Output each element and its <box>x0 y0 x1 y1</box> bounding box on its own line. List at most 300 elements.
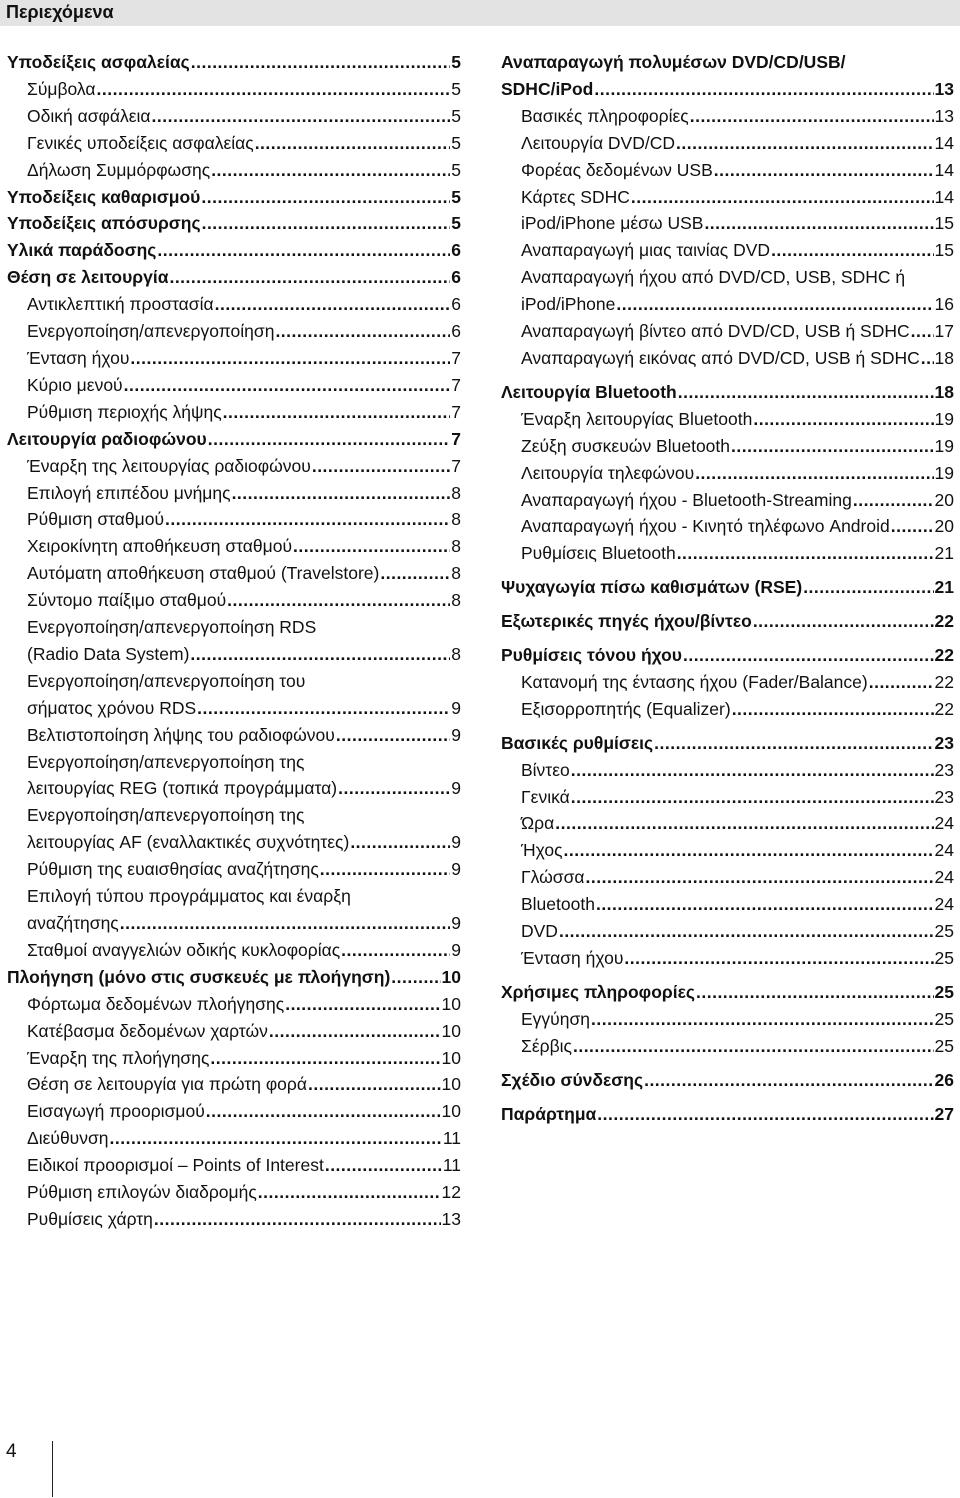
toc-page-number: 21 <box>934 543 954 564</box>
toc-page-number: 7 <box>451 455 461 476</box>
toc-entry-title: Επιλογή επιπέδου μνήμης <box>27 482 231 503</box>
toc-entry-title: Ρύθμιση επιλογών διαδρομής <box>27 1182 257 1203</box>
toc-entry-title: Γενικά <box>521 786 570 807</box>
toc-page-number: 25 <box>934 948 954 968</box>
dot-leader <box>325 1152 442 1179</box>
toc-subsection-entry[interactable] <box>7 318 461 345</box>
toc-subsection-entry[interactable] <box>501 157 954 184</box>
dot-leader <box>676 130 934 157</box>
dot-leader <box>921 345 934 372</box>
dot-leader <box>731 433 934 460</box>
toc-subsection-entry[interactable] <box>501 837 954 864</box>
dot-leader <box>211 157 450 184</box>
toc-page-number: 10 <box>441 1047 461 1068</box>
toc-page-number: 8 <box>451 590 461 611</box>
toc-page-number: 14 <box>934 132 954 153</box>
toc-page-number: 24 <box>934 867 954 888</box>
toc-page-number: 12 <box>441 1182 461 1203</box>
toc-entry-title: Βελτιστοποίηση λήψης του ραδιοφώνου <box>27 724 335 745</box>
toc-page-number: 8 <box>451 482 461 503</box>
toc-page-number: 24 <box>934 813 954 834</box>
toc-section-entry[interactable] <box>7 964 461 991</box>
dot-leader <box>911 318 934 345</box>
toc-entry-title: Ρυθμίσεις χάρτη <box>27 1208 153 1229</box>
toc-page-number: 25 <box>934 1035 954 1056</box>
toc-entry-title: Ρύθμιση σταθμού <box>27 509 165 530</box>
toc-entry-title: Έναρξη λειτουργίας Bluetooth <box>521 408 753 429</box>
page-header <box>0 0 960 26</box>
dot-leader <box>597 1101 933 1128</box>
toc-page-number: 19 <box>934 435 954 456</box>
dot-leader <box>683 642 934 669</box>
toc-subsection-entry[interactable] <box>7 1206 461 1233</box>
dot-leader <box>130 345 450 372</box>
toc-subsection-entry[interactable] <box>501 103 954 130</box>
dot-leader <box>559 918 934 945</box>
toc-subsection-entry[interactable] <box>501 433 954 460</box>
toc-entry-title: Ειδικοί προορισμοί – Points of Interest <box>27 1155 324 1176</box>
toc-page-number: 9 <box>451 859 461 880</box>
toc-page-number: 19 <box>934 408 954 429</box>
toc-page-number: 22 <box>934 611 954 632</box>
footer-divider <box>52 1441 53 1497</box>
dot-leader <box>275 318 450 345</box>
toc-entry-title: σήματος χρόνου RDS <box>27 697 197 718</box>
toc-entry-title: Λειτουργία DVD/CD <box>521 132 676 153</box>
toc-subsection-entry[interactable] <box>7 883 461 937</box>
toc-subsection-entry[interactable] <box>7 291 461 318</box>
toc-subsection-entry[interactable] <box>7 1125 461 1152</box>
toc-page-number: 13 <box>441 1208 461 1229</box>
dot-leader <box>201 184 450 211</box>
toc-page-number: 7 <box>451 401 461 422</box>
toc-page-number: 18 <box>934 347 954 368</box>
toc-page-number: 9 <box>451 724 461 745</box>
toc-right-column <box>501 49 954 1127</box>
dot-leader <box>391 964 440 991</box>
toc-entry-title: Πλοήγηση (μόνο στις συσκευές με πλοήγηση) <box>7 966 391 987</box>
toc-subsection-entry[interactable] <box>7 937 461 964</box>
toc-subsection-entry[interactable] <box>7 802 461 856</box>
dot-leader <box>312 453 450 480</box>
toc-page-number: 8 <box>451 643 461 664</box>
toc-section-entry[interactable] <box>501 1067 954 1094</box>
dot-leader <box>165 506 450 533</box>
page-title: Περιεχόμενα <box>6 2 114 22</box>
toc-subsection-entry[interactable] <box>7 1152 461 1179</box>
toc-section-entry[interactable] <box>501 574 954 601</box>
toc-entry-title: Αναπαραγωγή μιας ταινίας DVD <box>521 240 771 261</box>
dot-leader <box>753 406 933 433</box>
toc-page-number: 20 <box>934 516 954 537</box>
toc-page-number: 22 <box>934 698 954 719</box>
toc-page-number: 6 <box>451 240 461 261</box>
dot-leader <box>704 210 933 237</box>
toc-page-number: 14 <box>934 159 954 180</box>
toc-page-number: 27 <box>934 1103 954 1124</box>
dot-leader <box>293 533 450 560</box>
toc-page-number: 25 <box>934 921 954 942</box>
dot-leader <box>169 264 450 291</box>
toc-entry-title: Λειτουργία ραδιοφώνου <box>7 428 207 449</box>
toc-subsection-entry[interactable] <box>7 1045 461 1072</box>
dot-leader <box>269 1018 441 1045</box>
toc-entry-title: Σύμβολα <box>27 78 96 99</box>
dot-leader <box>285 991 440 1018</box>
toc-page-number: 5 <box>451 186 461 207</box>
toc-subsection-entry[interactable] <box>501 210 954 237</box>
toc-subsection-entry[interactable] <box>501 810 954 837</box>
dot-leader <box>564 837 934 864</box>
dot-leader <box>157 237 450 264</box>
toc-entry-title: Λειτουργία τηλεφώνου <box>521 462 695 483</box>
toc-entry-title: iPod/iPhone <box>521 294 616 315</box>
toc-entry-title: αναζήτησης <box>27 913 119 933</box>
dot-leader <box>714 157 934 184</box>
dot-leader <box>197 695 450 722</box>
toc-entry-title: SDHC/iPod <box>501 78 594 99</box>
dot-leader <box>555 810 933 837</box>
toc-section-entry[interactable] <box>7 49 461 76</box>
dot-leader <box>380 560 450 587</box>
toc-page-number: 6 <box>451 294 461 315</box>
toc-subsection-entry[interactable] <box>501 540 954 567</box>
dot-leader <box>891 513 934 540</box>
toc-entry-title: Ρύθμιση της ευαισθησίας αναζήτησης <box>27 859 319 880</box>
toc-page-number: 13 <box>934 78 954 99</box>
toc-entry-title: Γλώσσα <box>521 867 585 888</box>
toc-section-entry[interactable] <box>501 642 954 669</box>
toc-section-entry[interactable] <box>501 608 954 635</box>
dot-leader <box>202 210 451 237</box>
dot-leader <box>594 76 933 103</box>
toc-subsection-entry[interactable] <box>7 103 461 130</box>
toc-page-number: 24 <box>934 840 954 861</box>
toc-page-number: 14 <box>934 186 954 207</box>
dot-leader <box>803 574 933 601</box>
toc-entry-title: Αυτόματη αποθήκευση σταθμού (Travelstore) <box>27 563 380 584</box>
toc-entry-title: Σχέδιο σύνδεσης <box>501 1069 644 1090</box>
toc-entry-title: Δήλωση Συμμόρφωσης <box>27 159 211 180</box>
toc-page-number: 9 <box>451 832 461 853</box>
toc-page-number: 7 <box>451 374 461 395</box>
toc-page-number: 7 <box>451 428 461 449</box>
toc-entry-title: Ένταση ήχου <box>521 948 624 968</box>
toc-entry-title: Ήχος <box>521 840 563 861</box>
toc-subsection-entry[interactable] <box>501 669 954 696</box>
toc-entry-title: Βασικές πληροφορίες <box>521 105 689 126</box>
toc-subsection-entry[interactable] <box>7 991 461 1018</box>
dot-leader <box>206 1098 441 1125</box>
toc-entry-title-line: Ενεργοποίηση/απενεργοποίηση της <box>27 751 305 772</box>
toc-subsection-entry[interactable] <box>501 487 954 514</box>
toc-subsection-entry[interactable] <box>501 696 954 723</box>
toc-section-entry[interactable] <box>7 184 461 211</box>
toc-page-number: 9 <box>451 939 461 960</box>
toc-page-number: 5 <box>451 52 461 72</box>
toc-subsection-entry[interactable] <box>7 157 461 184</box>
dot-leader <box>215 291 451 318</box>
toc-subsection-entry[interactable] <box>7 533 461 560</box>
toc-section-entry[interactable] <box>7 210 461 237</box>
toc-entry-title: Αναπαραγωγή ήχου - Κινητό τηλέφωνο Android <box>521 516 890 537</box>
toc-entry-title: Χειροκίνητη αποθήκευση σταθμού <box>27 536 293 557</box>
dot-leader <box>753 608 934 635</box>
toc-subsection-entry[interactable] <box>7 560 461 587</box>
toc-entry-title: Εξωτερικές πηγές ήχου/βίντεο <box>501 611 752 632</box>
toc-entry-title: Παράρτημα <box>501 1103 597 1124</box>
toc-subsection-entry[interactable] <box>7 722 461 749</box>
dot-leader <box>586 864 934 891</box>
toc-subsection-entry[interactable] <box>7 345 461 372</box>
toc-page-number: 20 <box>934 489 954 510</box>
toc-section-entry[interactable] <box>7 426 461 453</box>
toc-page-number: 18 <box>934 381 954 402</box>
toc-entry-title-line: Ενεργοποίηση/απενεργοποίηση του <box>27 670 306 691</box>
toc-subsection-entry[interactable] <box>501 460 954 487</box>
toc-entry-title: Κατέβασμα δεδομένων χαρτών <box>27 1020 268 1041</box>
toc-entry-title: Εξισορροπητής (Equalizer) <box>521 698 731 719</box>
toc-subsection-entry[interactable] <box>7 1179 461 1206</box>
toc-page-number: 7 <box>451 347 461 368</box>
dot-leader <box>320 856 451 883</box>
toc-entry-title: Ρυθμίσεις Bluetooth <box>521 543 676 564</box>
toc-page-number: 11 <box>442 1155 461 1176</box>
toc-page-number: 5 <box>451 213 461 234</box>
dot-leader <box>616 291 933 318</box>
toc-page-number: 10 <box>441 1020 461 1041</box>
dot-leader <box>571 757 934 784</box>
toc-subsection-entry[interactable] <box>7 1071 461 1098</box>
toc-page-number: 11 <box>442 1128 461 1149</box>
toc-subsection-entry[interactable] <box>7 587 461 614</box>
dot-leader <box>853 487 934 514</box>
dot-leader <box>591 1006 934 1033</box>
dot-leader <box>677 540 934 567</box>
toc-subsection-entry[interactable] <box>7 856 461 883</box>
toc-page-number: 25 <box>934 981 954 1002</box>
toc-entry-title: Ενεργοποίηση/απενεργοποίηση <box>27 321 275 342</box>
dot-leader <box>338 775 450 802</box>
dot-leader <box>596 891 934 918</box>
toc-entry-title: Ρύθμιση περιοχής λήψης <box>27 401 222 422</box>
dot-leader <box>255 130 451 157</box>
dot-leader <box>258 1179 441 1206</box>
toc-page-number: 13 <box>934 105 954 126</box>
toc-page-number: 26 <box>934 1069 954 1090</box>
toc-subsection-entry[interactable] <box>7 506 461 533</box>
toc-entry-title: Κάρτες SDHC <box>521 186 630 207</box>
toc-subsection-entry[interactable] <box>501 264 954 318</box>
toc-section-entry[interactable] <box>501 49 954 103</box>
dot-leader <box>232 480 451 507</box>
toc-entry-title: Χρήσιμες πληροφορίες <box>501 981 695 1002</box>
toc-entry-title: Λειτουργία Bluetooth <box>501 381 677 402</box>
dot-leader <box>341 937 450 964</box>
toc-subsection-entry[interactable] <box>501 345 954 372</box>
toc-page-number: 10 <box>441 966 461 987</box>
toc-page-number: 22 <box>934 645 954 666</box>
toc-page-number: 10 <box>441 1074 461 1095</box>
toc-subsection-entry[interactable] <box>7 1098 461 1125</box>
toc-entry-title: Bluetooth <box>521 894 595 915</box>
toc-page-number: 23 <box>934 786 954 807</box>
dot-leader <box>695 460 933 487</box>
toc-subsection-entry[interactable] <box>501 784 954 811</box>
dot-leader <box>154 1206 441 1233</box>
toc-subsection-entry[interactable] <box>501 757 954 784</box>
toc-entry-title: Έναρξη της πλοήγησης <box>27 1047 210 1068</box>
toc-entry-title: Αντικλεπτική προστασία <box>27 294 214 315</box>
toc-section-entry[interactable] <box>501 1101 954 1128</box>
toc-entry-title: Φόρτωμα δεδομένων πλοήγησης <box>27 993 285 1014</box>
toc-entry-title: Φορέας δεδομένων USB <box>521 159 713 180</box>
toc-page-number: 23 <box>934 759 954 780</box>
dot-leader <box>152 103 451 130</box>
toc-subsection-entry[interactable] <box>7 76 461 103</box>
toc-section-entry[interactable] <box>501 979 954 1006</box>
toc-page-number: 5 <box>451 78 461 99</box>
toc-page-number: 25 <box>934 1008 954 1029</box>
toc-subsection-entry[interactable] <box>501 130 954 157</box>
toc-page-number: 8 <box>451 536 461 557</box>
toc-subsection-entry[interactable] <box>501 864 954 891</box>
toc-page-number: 5 <box>451 132 461 153</box>
toc-subsection-entry[interactable] <box>501 918 954 945</box>
toc-left-column <box>7 49 461 1233</box>
toc-entry-title-line: Επιλογή τύπου προγράμματος και έναρξη <box>27 886 351 907</box>
dot-leader <box>573 1033 934 1060</box>
toc-entry-title: Ένταση ήχου <box>27 347 130 368</box>
toc-subsection-entry[interactable] <box>7 399 461 426</box>
toc-subsection-entry[interactable] <box>501 1033 954 1060</box>
toc-entry-title: Γενικές υποδείξεις ασφαλείας <box>27 132 254 153</box>
toc-entry-title: Σέρβις <box>521 1035 572 1056</box>
toc-page-number: 5 <box>451 105 461 126</box>
toc-entry-title: (Radio Data System) <box>27 643 190 664</box>
dot-leader <box>678 379 934 406</box>
toc-entry-title: Ζεύξη συσκευών Bluetooth <box>521 435 731 456</box>
toc-page-number: 15 <box>934 240 954 261</box>
toc-subsection-entry[interactable] <box>501 891 954 918</box>
toc-entry-title: Θέση σε λειτουργία για πρώτη φορά <box>27 1074 307 1095</box>
toc-entry-title: λειτουργίας AF (εναλλακτικές συχνότητες) <box>27 832 350 853</box>
toc-subsection-entry[interactable] <box>501 945 954 972</box>
toc-entry-title: Βίντεο <box>521 759 570 780</box>
dot-leader <box>771 237 933 264</box>
toc-page-number: 8 <box>451 509 461 530</box>
toc-subsection-entry[interactable] <box>501 406 954 433</box>
toc-subsection-entry[interactable] <box>7 1018 461 1045</box>
toc-entry-title-line: Αναπαραγωγή πολυμέσων DVD/CD/USB/ <box>501 52 846 72</box>
toc-page-number: 24 <box>934 894 954 915</box>
toc-subsection-entry[interactable] <box>7 749 461 803</box>
toc-entry-title: Υλικά παράδοσης <box>7 240 157 261</box>
page-number: 4 <box>6 1441 17 1462</box>
toc-subsection-entry[interactable] <box>501 1006 954 1033</box>
toc-subsection-entry[interactable] <box>7 453 461 480</box>
dot-leader <box>654 730 933 757</box>
toc-page-number: 23 <box>934 732 954 753</box>
dot-leader <box>191 49 451 76</box>
toc-subsection-entry[interactable] <box>7 614 461 668</box>
toc-entry-title: Αναπαραγωγή εικόνας από DVD/CD, USB ή SDHC <box>521 347 920 368</box>
toc-section-entry[interactable] <box>7 264 461 291</box>
toc-section-entry[interactable] <box>501 379 954 406</box>
toc-entry-title: Οδική ασφάλεια <box>27 105 151 126</box>
toc-entry-title: Ρυθμίσεις τόνου ήχου <box>501 645 682 666</box>
toc-subsection-entry[interactable] <box>501 184 954 211</box>
dot-leader <box>732 696 934 723</box>
dot-leader <box>227 587 450 614</box>
toc-entry-title: Ψυχαγωγία πίσω καθισμάτων (RSE) <box>501 577 803 598</box>
dot-leader <box>644 1067 933 1094</box>
dot-leader <box>308 1071 441 1098</box>
dot-leader <box>190 641 450 668</box>
dot-leader <box>869 669 934 696</box>
toc-entry-title: λειτουργίας REG (τοπικά προγράμματα) <box>27 778 338 799</box>
toc-page-number: 6 <box>451 267 461 288</box>
toc-subsection-entry[interactable] <box>7 130 461 157</box>
toc-page-number: 9 <box>451 697 461 718</box>
toc-page-number: 16 <box>934 294 954 315</box>
dot-leader <box>124 372 451 399</box>
toc-subsection-entry[interactable] <box>7 668 461 722</box>
toc-section-entry[interactable] <box>501 730 954 757</box>
toc-page-number: 5 <box>451 159 461 180</box>
toc-page-number: 19 <box>934 462 954 483</box>
toc-entry-title: Αναπαραγωγή ήχου - Bluetooth-Streaming <box>521 489 852 510</box>
toc-subsection-entry[interactable] <box>7 480 461 507</box>
toc-page-number: 10 <box>441 993 461 1014</box>
dot-leader <box>631 184 934 211</box>
toc-page-number: 17 <box>934 321 954 342</box>
dot-leader <box>208 426 451 453</box>
dot-leader <box>350 829 450 856</box>
dot-leader <box>110 1125 442 1152</box>
toc-entry-title: Σταθμοί αναγγελιών οδικής κυκλοφορίας <box>27 939 341 960</box>
toc-entry-title: Υποδείξεις απόσυρσης <box>7 213 201 234</box>
toc-entry-title: Έναρξη της λειτουργίας ραδιοφώνου <box>27 455 311 476</box>
toc-page-number: 8 <box>451 563 461 584</box>
toc-section-entry[interactable] <box>7 237 461 264</box>
dot-leader <box>97 76 451 103</box>
dot-leader <box>223 399 451 426</box>
toc-subsection-entry[interactable] <box>501 318 954 345</box>
dot-leader <box>690 103 934 130</box>
toc-entry-title: Βασικές ρυθμίσεις <box>501 732 654 753</box>
dot-leader <box>571 784 934 811</box>
toc-entry-title-line: Ενεργοποίηση/απενεργοποίηση RDS <box>27 617 317 638</box>
toc-entry-title: Εγγύηση <box>521 1008 591 1029</box>
toc-page-number: 9 <box>451 913 461 933</box>
dot-leader <box>210 1045 440 1072</box>
dot-leader <box>696 979 934 1006</box>
toc-page-number: 15 <box>934 213 954 234</box>
dot-leader <box>120 910 451 937</box>
toc-entry-title: Κύριο μενού <box>27 374 123 395</box>
toc-entry-title: Σύντομο παίξιμο σταθμού <box>27 590 227 611</box>
toc-subsection-entry[interactable] <box>501 237 954 264</box>
toc-entry-title: Κατανομή της έντασης ήχου (Fader/Balance) <box>521 671 868 692</box>
toc-entry-title: Διεύθυνση <box>27 1128 109 1149</box>
toc-entry-title: Αναπαραγωγή βίντεο από DVD/CD, USB ή SDHC <box>521 321 910 342</box>
toc-entry-title: Ώρα <box>521 813 555 834</box>
toc-entry-title: Εισαγωγή προορισμού <box>27 1101 205 1122</box>
toc-subsection-entry[interactable] <box>7 372 461 399</box>
toc-subsection-entry[interactable] <box>501 513 954 540</box>
toc-entry-title: DVD <box>521 921 558 942</box>
